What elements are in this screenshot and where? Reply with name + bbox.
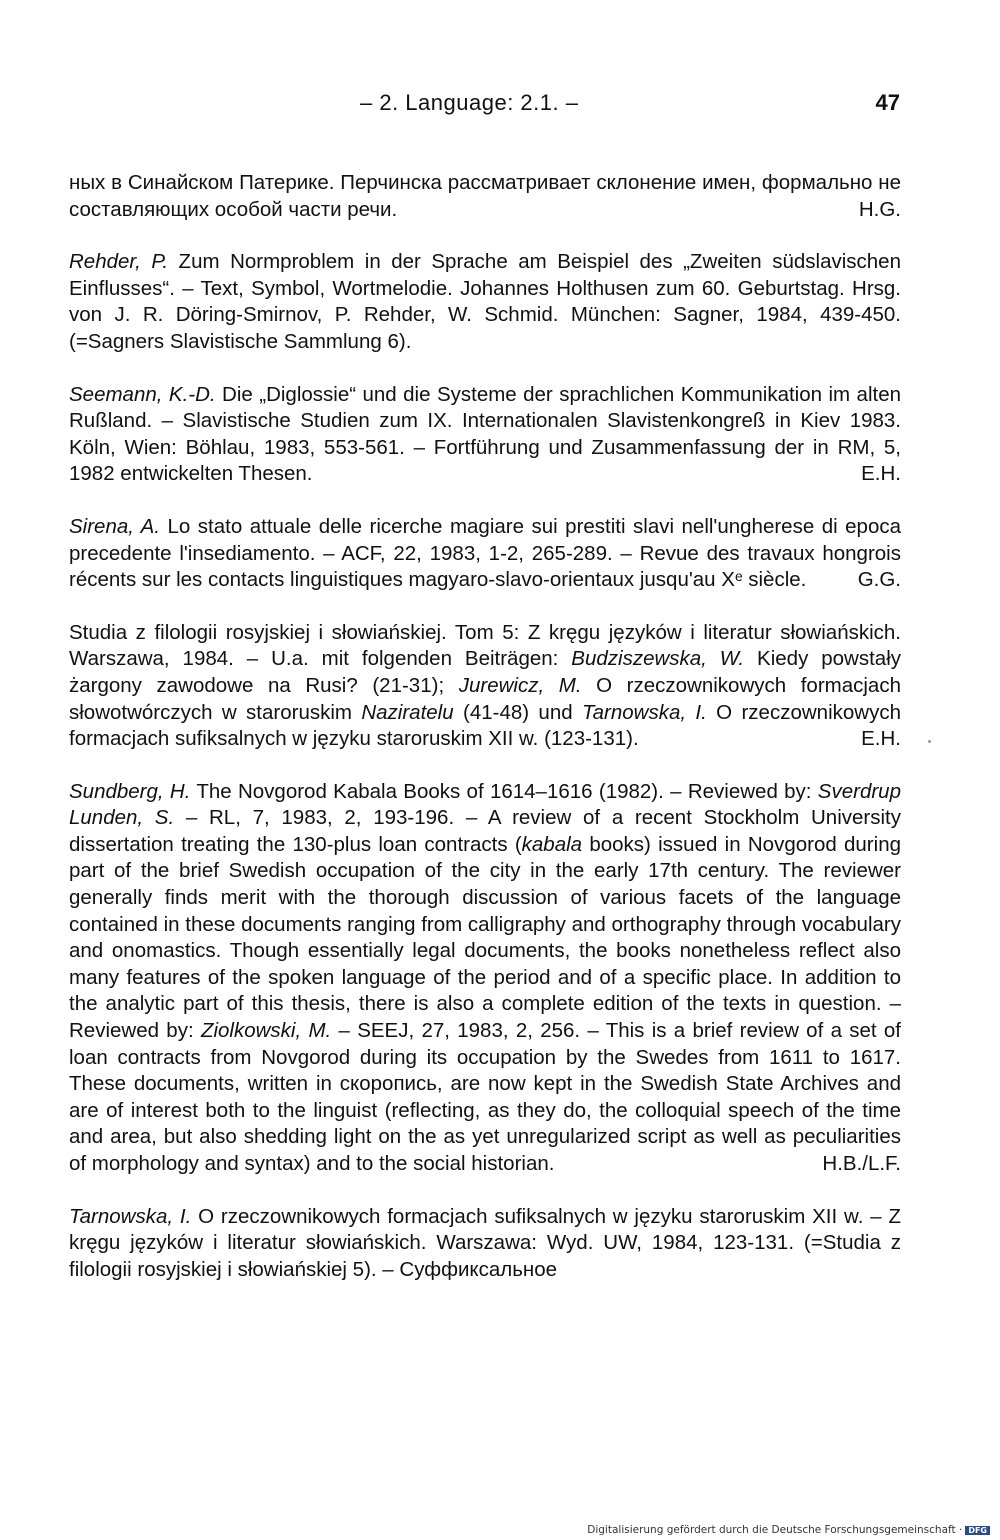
footer-text: Digitalisierung gefördert durch die Deutsche Forschungsgemeinschaft · xyxy=(587,1524,963,1536)
entry-author: Seemann, K.-D. xyxy=(69,382,216,406)
reviewer-initials: E.H. xyxy=(861,462,901,486)
cited-author: Jurewicz, M. xyxy=(458,673,582,697)
entry-author: Rehder, P. xyxy=(69,250,169,274)
bibliography-entry xyxy=(69,620,901,753)
reviewer-initials: H.B./L.F. xyxy=(822,1152,901,1175)
text-run: – RL, 7, 1983, 2, 193-196. – A review of a recent Stockholm University dissertation treating the 130-plus loan contracts ( xyxy=(69,806,901,856)
cited-author: Tarnowska, I. xyxy=(582,700,707,724)
text-run: The Novgorod Kabala Books of 1614–1616 (1982). – Reviewed by: xyxy=(190,779,818,803)
entry-text: Lo stato attuale delle ricerche magiare sui prestiti slavi nell'ungherese di epoca precedente l'insediamento. – ACF, 22, 1983, 1-2, 265-289. – Revue des travaux hongrois récents sur les contacts linguistiques magyaro-slavo-orientaux jusqu'au Xᵉ siècle. xyxy=(69,514,901,592)
running-head: – 2. Language: 2.1. – xyxy=(360,90,579,115)
entry-author: Sundberg, H. xyxy=(69,779,191,803)
entry-text: O rzeczownikowych formacjach sufiksalnych w języku staroruskim XII w. – Z kręgu języków i literatur słowiańskich. Warszawa: Wyd. UW, 1984, 123-131. (=Studia z filologii rosyjskiej i słowiańskiej 5). – Суффиксальное xyxy=(69,1204,901,1281)
reviewer-initials: E.H. xyxy=(861,727,901,751)
reviewer-initials: G.G. xyxy=(857,568,901,592)
bibliography-entry xyxy=(69,170,901,223)
bibliography-entry xyxy=(69,514,901,594)
digitization-footer xyxy=(587,1524,990,1536)
text-run: O rzeczownikowych formacjach sufiksalnych w języku staroruskim XII w. (123-131). xyxy=(69,700,901,751)
cited-title: Naziratelu xyxy=(361,700,454,724)
text-run: O rzeczownikowych formacjach słowotwórczych w staroruskim xyxy=(69,673,901,724)
page-header xyxy=(0,90,1000,120)
text-run: books) issued in Novgorod during part of the brief Swedish occupation of the city in the early 17th century. The reviewer generally finds merit with the thorough discussion of various facets of the language contained in these documents ranging from calligraphy and orthography through vocabulary and onomastics. Though essentially legal documents, the books nonetheless reflect also many features of the spoken language of the period and of a specific place. In addition to the analytic part of this thesis, there is also a complete edition of the texts in question. – Reviewed by: xyxy=(69,832,901,1043)
entry-text: Zum Normproblem in der Sprache am Beispiel des „Zweiten südslavischen Einflusses“. – Text, Symbol, Wortmelodie. Johannes Holthusen zum 60. Geburtstag. Hrsg. von J. R. Döring-Smirnov, P. Rehder, W. Schmid. München: Sagner, 1984, 439-450. (=Sagners Slavistische Sammlung 6). xyxy=(69,250,901,353)
scan-speck xyxy=(928,740,931,743)
text-run: (41-48) und xyxy=(453,700,582,724)
entry-text: Die „Diglossie“ und die Systeme der sprachlichen Kommunikation im alten Rußland. – Slavistische Studien zum IX. Internationalen Slavistenkongreß in Kiev 1983. Köln, Wien: Böhlau, 1983, 553-561. – Fortführung und Zusammenfassung der in RM, 5, 1982 entwickelten Thesen. xyxy=(69,382,901,486)
bibliography-entry xyxy=(69,779,901,1178)
text-run: Studia z filologii rosyjskiej i słowiańskiej. Tom 5: Z kręgu języków i literatur słowiańskich. Warszawa, 1984. – U.a. mit folgenden Beiträgen: xyxy=(69,620,901,671)
entry-author: Sirena, A. xyxy=(69,514,161,538)
cited-author: Ziolkowski, M. xyxy=(200,1019,332,1043)
text-run: – SEEJ, 27, 1983, 2, 256. – This is a brief review of a set of loan contracts from Novgorod during its occupation by the Swedes from 1611 to 1617. These documents, written in скоропись, are now kept in the Swedish State Archives and are of interest both to the linguist (reflecting, as they do, the colloquial speech of the time and area, but also shedding light on the as yet unregularized script as well as peculiarities of morphology and syntax) and to the social historian. xyxy=(69,1019,901,1175)
entry-author: Tarnowska, I. xyxy=(69,1204,192,1228)
cited-author: Sverdrup Lunden, S. xyxy=(69,779,901,830)
bibliography-entries xyxy=(69,170,901,1309)
term: kabala xyxy=(521,832,583,856)
bibliography-entry xyxy=(69,382,901,488)
bibliography-entry xyxy=(69,249,901,355)
entry-text: ных в Синайском Патерике. Перчинска рассматривает склонение имен, формально не составляющих особой части речи. xyxy=(69,171,901,221)
text-run: Kiedy powstały żargony zawodowe na Rusi? (21-31); xyxy=(69,647,902,697)
entry-text xyxy=(69,621,901,750)
entry-text xyxy=(69,780,901,1175)
reviewer-initials: H.G. xyxy=(858,197,901,221)
page-number: 47 xyxy=(875,90,900,115)
cited-author: Budziszewska, W. xyxy=(571,647,745,671)
bibliography-entry xyxy=(69,1204,901,1284)
dfg-logo: DFG xyxy=(965,1526,990,1535)
